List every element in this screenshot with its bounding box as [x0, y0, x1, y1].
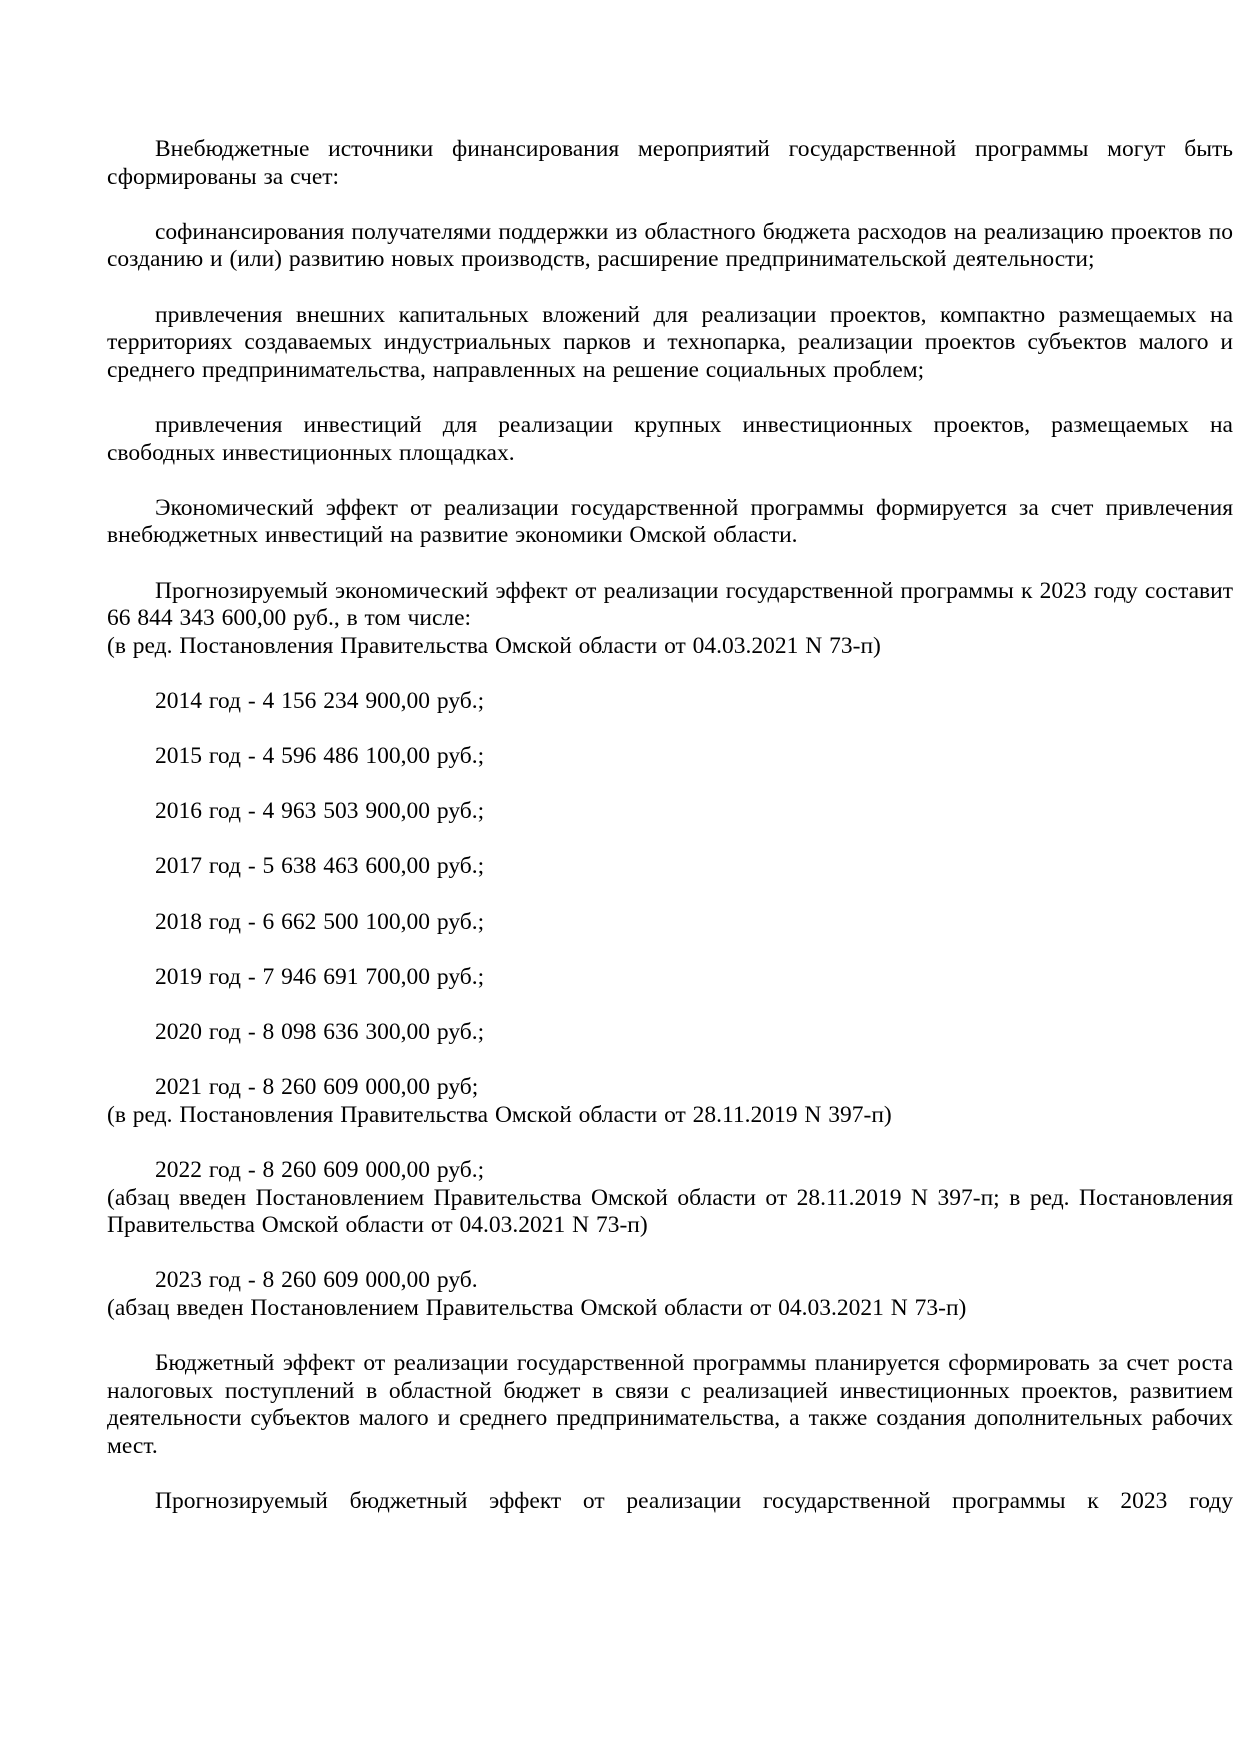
amendment-note: (в ред. Постановления Правительства Омской области от 28.11.2019 N 397-п) [107, 1101, 892, 1128]
year-amount-line-2021: 2021 год - 8 260 609 000,00 руб; [155, 1074, 479, 1101]
paragraph-cofinancing: софинансирования получателями поддержки из областного бюджета расходов на реализацию проектов по созданию и (или) развитию новых производств, расширение предпринимательской деятельности; [107, 218, 1233, 273]
amendment-note: (абзац введен Постановлением Правительства Омской области от 04.03.2021 N 73-п) [107, 1294, 967, 1321]
paragraph-capital-investments: привлечения внешних капитальных вложений для реализации проектов, компактно размещаемых на территориях создаваемых индустриальных парков и технопарка, реализации проектов субъектов малого и среднего предпринимательства, направленных на решение социальных проблем; [107, 301, 1233, 383]
paragraph-large-projects: привлечения инвестиций для реализации крупных инвестиционных проектов, размещаемых на свободных инвестиционных площадках. [107, 411, 1233, 466]
year-amount-line-2017: 2017 год - 5 638 463 600,00 руб.; [155, 853, 485, 880]
year-amount-line-2023: 2023 год - 8 260 609 000,00 руб. [155, 1267, 478, 1294]
paragraph-forecast-economic: Прогнозируемый экономический эффект от реализации государственной программы к 2023 году составит 66 844 343 600,00 руб., в том числе: [107, 577, 1233, 632]
document-page [107, 136, 1233, 1543]
paragraph-intro: Внебюджетные источники финансирования мероприятий государственной программы могут быть сформированы за счет: [107, 136, 1233, 190]
year-amount-line-2014: 2014 год - 4 156 234 900,00 руб.; [155, 687, 485, 714]
paragraph-budget-effect: Бюджетный эффект от реализации государственной программы планируется сформировать за счет роста налоговых поступлений в областной бюджет в связи с реализацией инвестиционных проектов, развитием деятельности субъектов малого и среднего предпринимательства, а также создания дополнительных рабочих мест. [107, 1350, 1233, 1459]
paragraph-economic-effect: Экономический эффект от реализации государственной программы формируется за счет привлечения внебюджетных инвестиций на развитие экономики Омской области. [107, 494, 1233, 549]
amendment-note: (абзац введен Постановлением Правительства Омской области от 28.11.2019 N 397-п; в ред. Постановления Правительства Омской области от 04.03.2021 N 73-п) [107, 1184, 1233, 1239]
year-amount-line-2015: 2015 год - 4 596 486 100,00 руб.; [155, 743, 485, 770]
amendment-note: (в ред. Постановления Правительства Омской области от 04.03.2021 N 73-п) [107, 632, 881, 659]
year-amount-line-2016: 2016 год - 4 963 503 900,00 руб.; [155, 798, 485, 825]
year-amount-line-2019: 2019 год - 7 946 691 700,00 руб.; [155, 963, 485, 990]
paragraph-forecast-budget: Прогнозируемый бюджетный эффект от реализации государственной программы к 2023 году [155, 1488, 1233, 1515]
year-amount-line-2020: 2020 год - 8 098 636 300,00 руб.; [155, 1019, 485, 1045]
year-amount-line-2018: 2018 год - 6 662 500 100,00 руб.; [155, 908, 485, 935]
year-amount-line-2022: 2022 год - 8 260 609 000,00 руб.; [155, 1156, 485, 1183]
